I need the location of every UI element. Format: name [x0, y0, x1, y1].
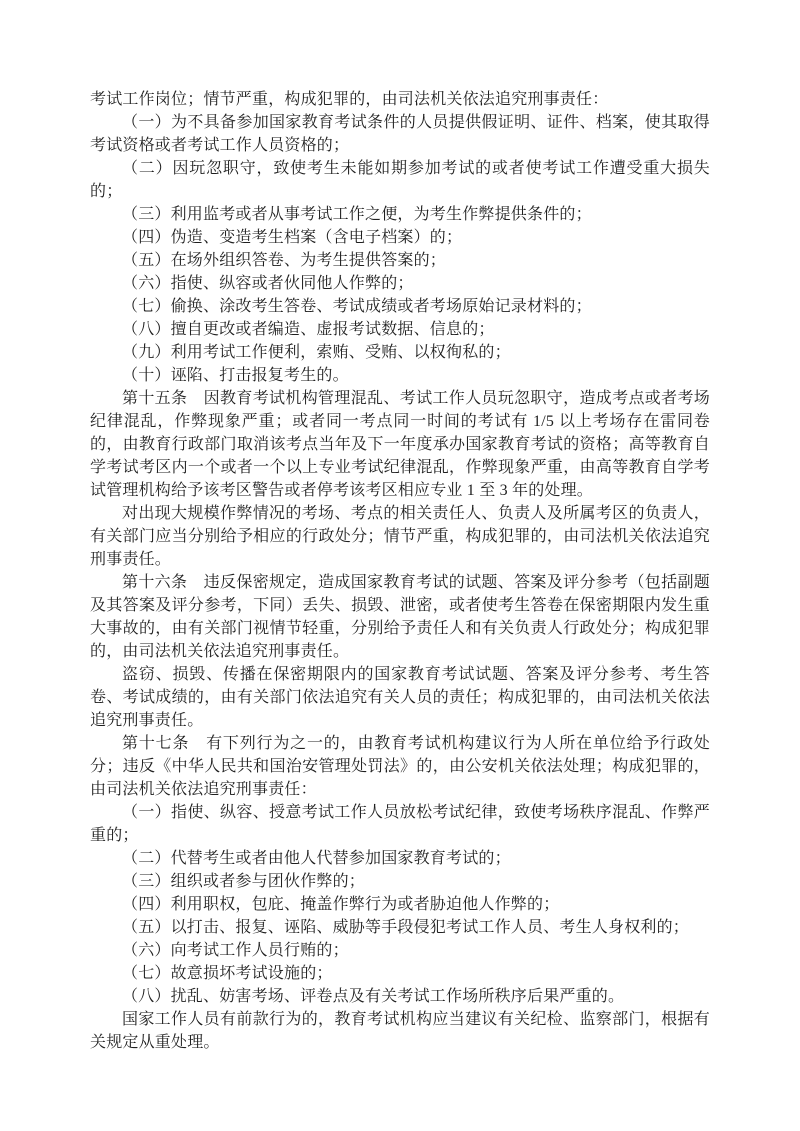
document-paragraph: 考试工作岗位；情节严重，构成犯罪的，由司法机关依法追究刑事责任： [90, 91, 609, 108]
document-paragraph: 盗窃、损毁、传播在保密期限内的国家教育考试试题、答案及评分参考、考生答卷、考试成绩的，由有关部门依法追究有关人员的责任；构成犯罪的，由司法机关依法追究刑事责任。 [90, 666, 710, 729]
document-paragraph: （二）因玩忽职守，致使考生未能如期参加考试的或者使考试工作遭受重大损失的； [90, 160, 710, 200]
document-paragraph: （三）组织或者参与团伙作弊的； [122, 873, 366, 890]
document-paragraph: （四）伪造、变造考生档案（含电子档案）的； [122, 229, 463, 246]
document-paragraph: （四）利用职权，包庇、掩盖作弊行为或者胁迫他人作弊的； [122, 896, 560, 913]
document-paragraph: 国家工作人员有前款行为的，教育考试机构应当建议有关纪检、监察部门，根据有关规定从重处理。 [90, 1011, 710, 1051]
document-paragraph: （一）为不具备参加国家教育考试条件的人员提供假证明、证件、档案，使其取得考试资格或者考试工作人员资格的； [90, 114, 710, 154]
document-paragraph: （七）偷换、涂改考生答卷、考试成绩或者考场原始记录材料的； [122, 298, 592, 315]
document-paragraph: （六）指使、纵容或者伙同他人作弊的； [122, 275, 414, 292]
document-text-block [90, 88, 710, 1054]
document-paragraph: （七）故意损坏考试设施的； [122, 965, 333, 982]
document-paragraph: （六）向考试工作人员行贿的； [122, 942, 349, 959]
document-paragraph: （九）利用考试工作便利，索贿、受贿、以权徇私的； [122, 344, 511, 361]
document-paragraph: 第十五条 因教育考试机构管理混乱、考试工作人员玩忽职守，造成考点或者考场纪律混乱，作弊现象严重；或者同一考点同一时间的考试有 1/5 以上考场存在雷同卷的，由教育行政部门取消该考点当年及下一年度承办国家教育考试的资格；高等教育自学考试考区内一个或者一个以上专业考试纪律混乱，作弊现象严重，由高等教育自学考试管理机构给予该考区警告或者停考该考区相应专业 1 至 3 年的处理。 [90, 390, 710, 499]
document-paragraph: 第十七条 有下列行为之一的，由教育考试机构建议行为人所在单位给予行政处分；违反《中华人民共和国治安管理处罚法》的，由公安机关依法处理；构成犯罪的，由司法机关依法追究刑事责任： [90, 735, 710, 798]
document-paragraph: （八）擅自更改或者编造、虚报考试数据、信息的； [122, 321, 495, 338]
document-paragraph: （五）在场外组织答卷、为考生提供答案的； [122, 252, 447, 269]
document-paragraph: （一）指使、纵容、授意考试工作人员放松考试纪律，致使考场秩序混乱、作弊严重的； [90, 804, 710, 844]
document-paragraph: 第十六条 违反保密规定，造成国家教育考试的试题、答案及评分参考（包括副题及其答案及评分参考，下同）丢失、损毁、泄密，或者使考生答卷在保密期限内发生重大事故的，由有关部门视情节轻重，分别给予责任人和有关负责人行政处分；构成犯罪的，由司法机关依法追究刑事责任。 [90, 574, 710, 660]
document-paragraph: （八）扰乱、妨害考场、评卷点及有关考试工作场所秩序后果严重的。 [122, 988, 625, 1005]
document-paragraph: （五）以打击、报复、诬陷、威胁等手段侵犯考试工作人员、考生人身权利的； [122, 919, 690, 936]
document-paragraph: （十）诬陷、打击报复考生的。 [122, 367, 349, 384]
document-paragraph: （二）代替考生或者由他人代替参加国家教育考试的； [122, 850, 511, 867]
document-paragraph: （三）利用监考或者从事考试工作之便，为考生作弊提供条件的； [122, 206, 592, 223]
document-paragraph: 对出现大规模作弊情况的考场、考点的相关责任人、负责人及所属考区的负责人，有关部门应当分别给予相应的行政处分；情节严重，构成犯罪的，由司法机关依法追究刑事责任。 [90, 505, 710, 568]
